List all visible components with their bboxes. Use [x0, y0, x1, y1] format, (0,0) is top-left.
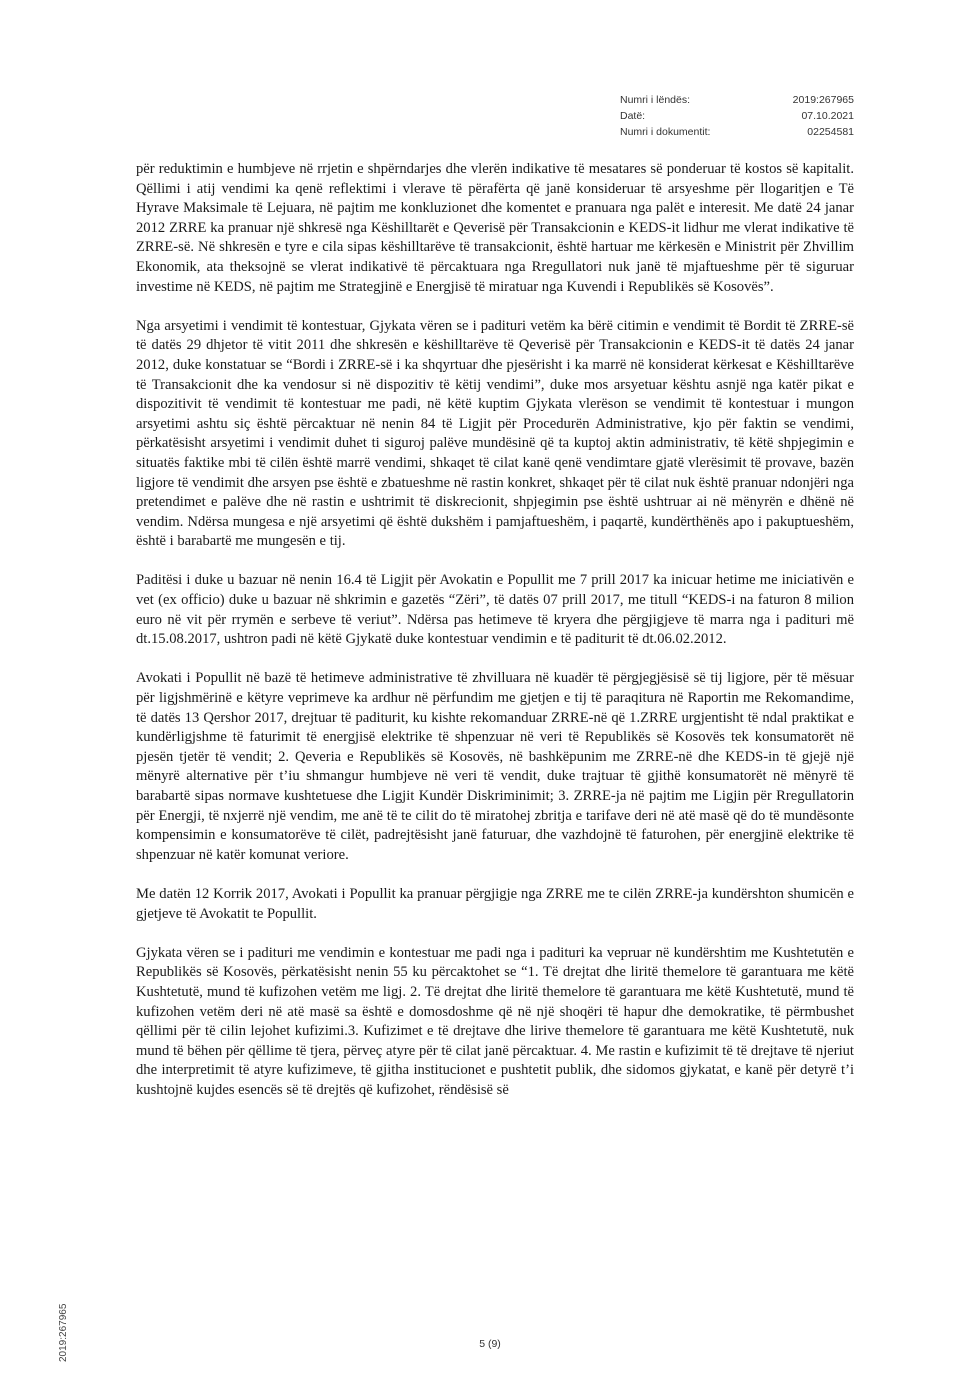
paragraph-3: Paditësi i duke u bazuar në nenin 16.4 të Ligjit për Avokatin e Popullit me 7 prill 2017 ka inicuar hetime me iniciativën e vet (ex officio) duke u bazuar në shkrimin e gazetës “Zëri”, të datës 07 prill 2017, me titull “KEDS-i na faturon 8 milion euro në vit për rrymën e serbeve të veriut”. Ndërsa pas hetimeve të kryera dhe përgjigjeve të marra nga i padituri më dt.15.08.2017, ushtron padi në këtë Gjykatë duke kontestuar vendimin e të paditurit të dt.06.02.2012. — [136, 572, 854, 648]
paragraph-4: Avokati i Popullit në bazë të hetimeve administrative të zhvilluara në kuadër të përgjegjësisë së tij ligjore, për të mësuar për ligjshmërinë e këtyre veprimeve ka ardhur në përfundim me gjetjen e tij të paraqitura në Raportin me Rekomandime, të datës 13 Qershor 2017, drejtuar të paditurit, ku kishte rekomanduar ZRRE-në që 1.ZRRE urgjentisht të ndal praktikat e kundërligjshme të faturimit të energjisë elektrike të shpenzuar në veri të Republikës së Kosovës tek konsumatorët në pjesën tjetër të vendit; 2. Qeveria e Republikës së Kosovës, në bashkëpunim me ZRRE-në dhe KEDS-in të gjejë një mënyrë alternative për t’iu shmangur humbjeve në veri të vendit, duke trajtuar të gjithë konsumatorët në mënyrë të barabartë sipas normave kushtetuese dhe Ligjit Kundër Diskriminimit; 3. ZRRE-ja në pajtim me Ligjin për Rregullatorin për Energji, të nxjerrë një vendim, me anë të te cilit do të miratohej zbritja e tarifave deri në atë masë që do të mundësonte kompensimin e konsumatorëve të cilët, padrejtësisht janë faturuar, dhe vazhdojnë të faturohen, për energjinë elektrike të shpenzuar në katër komunat veriore. — [136, 670, 854, 863]
case-number-row — [620, 92, 854, 108]
date-row — [620, 108, 854, 124]
paragraph-2: Nga arsyetimi i vendimit të kontestuar, Gjykata vëren se i padituri vetëm ka bërë citimin e vendimit të Bordit të ZRRE-së të datës 29 dhjetor të vitit 2011 dhe shkresën e këshilltarëve të Qeverisë për Transakcionin e KEDS-it të datës 24 janar 2012, duke konstatuar se “Bordi i ZRRE-së i ka shqyrtuar dhe pjesërisht i ka marrë në konsiderat kërkesat e Këshilltarëve të Transakcionit dhe ka vendosur si në dispozitiv të këtij vendimi”, duke mos arsyetuar kështu asnjë nga katër pikat e dispozitivit të vendimit të kontestuar me padi, në këtë kuptim Gjykata vlerëson se vendimit të kontestuar i mungon arsyetimi ashtu siç është përcaktuar në nenin 84 të Ligjit për Procedurën Administrative, kjo për faktin se vendimi, përkatësisht arsyetimi i vendimit duhet ti siguroj palëve mundësinë që ta kuptoj aktin administrativ, të këtë shpjegimin e situatës faktike mbi të cilën është marrë vendimi, shkaqet të cilat kanë qenë vendimtare gjatë vlerësimit të provave, bazën ligjore të vendimit dhe arsyen pse është e zbatueshme në rastin konkret, shkaqet për të cilat nuk është pranuar ndonjëri nga pretendimet e palëve dhe në rastin e ushtrimit të diskrecionit, shpjegimin pse është ushtruar ai në mënyrën e dhënë në vendim. Ndërsa mungesa e një arsyetimi që është dukshëm i pamjaftueshëm, i paqartë, kundërthënës apo i pakuptueshëm, është i barabartë me mungesën e tij. — [136, 317, 854, 550]
side-case-stamp: 2019:267965 — [58, 1303, 69, 1362]
paragraph-1: për reduktimin e humbjeve në rrjetin e shpërndarjes dhe vlerën indikative të mesatares së ponderuar të kostos së kapitalit. Qëllimi i atij vendimi ka qenë reflektimi i vlerave të përafërta që janë konsideruar të arsyeshme për llogaritjen e Të Hyrave Maksimale të Lejuara, në pajtim me konkluzionet dhe komentet e pranuara nga palët e interesit. Me datë 24 janar 2012 ZRRE ka pranuar një shkresë nga Këshilltarët e Qeverisë për Transakcionin e KEDS-it lidhur me vlerat indikative të ZRRE-së. Në shkresën e tyre e cila sipas këshilltarëve të transakcionit, është hartuar me kërkesën e Ministrit për Zhvillim Ekonomik, ata theksojnë se vlerat indikativë të përcaktuara nga Rregullatori nuk janë të mjaftueshme për të siguruar investime në KEDS, në pajtim me Strategjinë e Energjisë të miratuar nga Kuvendi i Republikës së Kosovës”. — [136, 161, 854, 295]
paragraph-5: Me datën 12 Korrik 2017, Avokati i Popullit ka pranuar përgjigje nga ZRRE me te cilën ZRRE-ja kundërshton shumicën e gjetjeve të Avokatit te Popullit. — [136, 885, 854, 922]
document-number-row — [620, 124, 854, 140]
date-label: Datë: — [620, 110, 646, 122]
case-number-label: Numri i lëndës: — [620, 94, 691, 106]
case-number-value: 2019:267965 — [792, 94, 854, 106]
document-number-value: 02254581 — [807, 126, 854, 138]
document-number-label: Numri i dokumentit: — [620, 126, 711, 138]
document-body — [136, 160, 854, 1101]
paragraph-6: Gjykata vëren se i padituri me vendimin e kontestuar me padi nga i padituri ka vepruar në kundërshtim me Kushtetutën e Republikës së Kosovës, përkatësisht nenin 55 ku përcaktohet se “1. Të drejtat dhe liritë themelore të garantuara me këtë Kushtetutë, mund të kufizohen vetëm me ligj. 2. Të drejtat dhe liritë themelore të garantuara me këtë Kushtetutë, mund të kufizohen vetëm deri në atë masë sa është e domosdoshme që në një shoqëri të hapur dhe demokratike, të përmbushet qëllimi për të cilin lejohet kufizimi.3. Kufizimet e të drejtave dhe lirive themelore të garantuara me këtë Kushtetutë, nuk mund të bëhen për qëllime të tjera, përveç atyre për të cilat janë përcaktuar. 4. Me rastin e kufizimit të të drejtave të njeriut dhe interpretimit të atyre kufizimeve, të gjitha institucionet e pushtetit publik, dhe sidomos gjykatat, e kanë për detyrë t’i kushtojnë kujdes esencës së të drejtës që kufizohet, rëndësisë së — [136, 944, 854, 1098]
document-metadata — [620, 92, 854, 140]
page-number: 5 (9) — [479, 1338, 501, 1350]
date-value: 07.10.2021 — [801, 110, 854, 122]
